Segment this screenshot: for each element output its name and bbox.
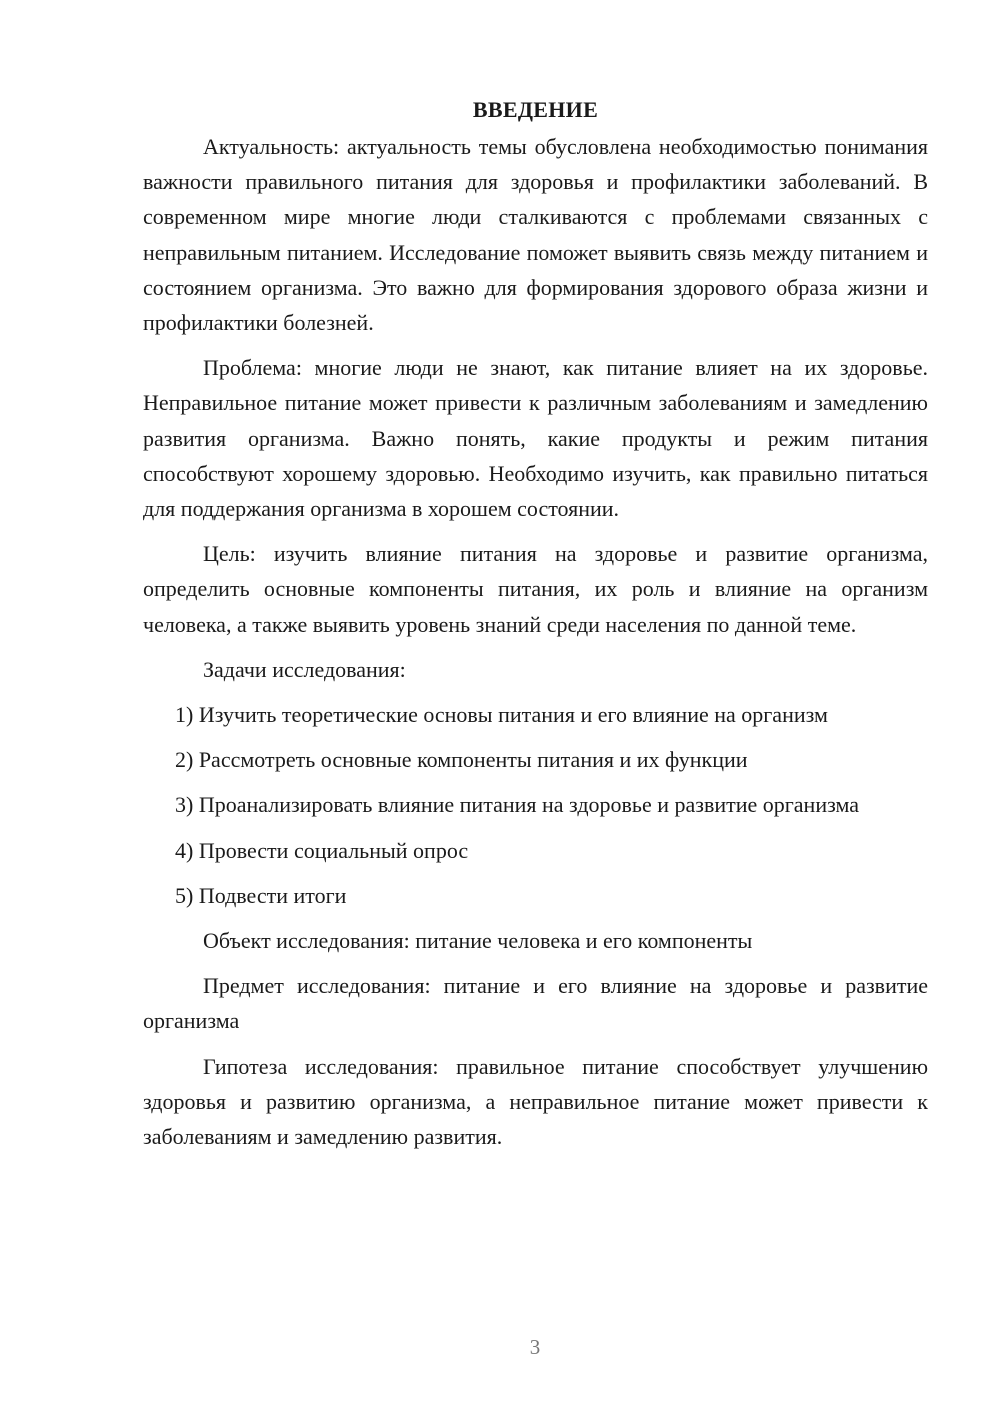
- task-item: 1) Изучить теоретические основы питания и его влияние на организм: [175, 702, 828, 728]
- relevance-paragraph: Актуальность: актуальность темы обусловлена необходимостью понимания важности правильного питания для здоровья и профилактики заболеваний. В современном мире многие люди сталкиваются с проблемами связанных с неправильным питанием. Исследование поможет выявить связь между питанием и состоянием организма. Это важно для формирования здорового образа жизни и профилактики болезней.: [143, 134, 928, 336]
- object-paragraph: Объект исследования: питание человека и его компоненты: [203, 928, 753, 954]
- task-item: 4) Провести социальный опрос: [175, 837, 469, 863]
- task-item: 5) Подвести итоги: [175, 882, 347, 908]
- goal-paragraph: Цель: изучить влияние питания на здоровье и развитие организма, определить основные компоненты питания, их роль и влияние на организм человека, а также выявить уровень знаний среди населения по данной теме.: [143, 541, 928, 637]
- tasks-heading: Задачи исследования:: [203, 656, 406, 682]
- section-title: ВВЕДЕНИЕ: [472, 97, 599, 122]
- subject-paragraph: Предмет исследования: питание и его влияние на здоровье и развитие организма: [143, 973, 928, 1034]
- page-number: 3: [529, 1335, 541, 1359]
- problem-paragraph: Проблема: многие люди не знают, как питание влияет на их здоровье. Неправильное питание может привести к различным заболеваниям и замедлению развития организма. Важно понять, какие продукты и режим питания способствуют хорошему здоровью. Необходимо изучить, как правильно питаться для поддержания организма в хорошем состоянии.: [143, 355, 928, 522]
- task-item: 2) Рассмотреть основные компоненты питания и их функции: [175, 747, 748, 773]
- task-item: 3) Проанализировать влияние питания на здоровье и развитие организма: [175, 792, 860, 818]
- document-page: [143, 92, 928, 1164]
- hypothesis-paragraph: Гипотеза исследования: правильное питание способствует улучшению здоровья и развитию организма, а неправильное питание может привести к заболеваниям и замедлению развития.: [143, 1053, 928, 1150]
